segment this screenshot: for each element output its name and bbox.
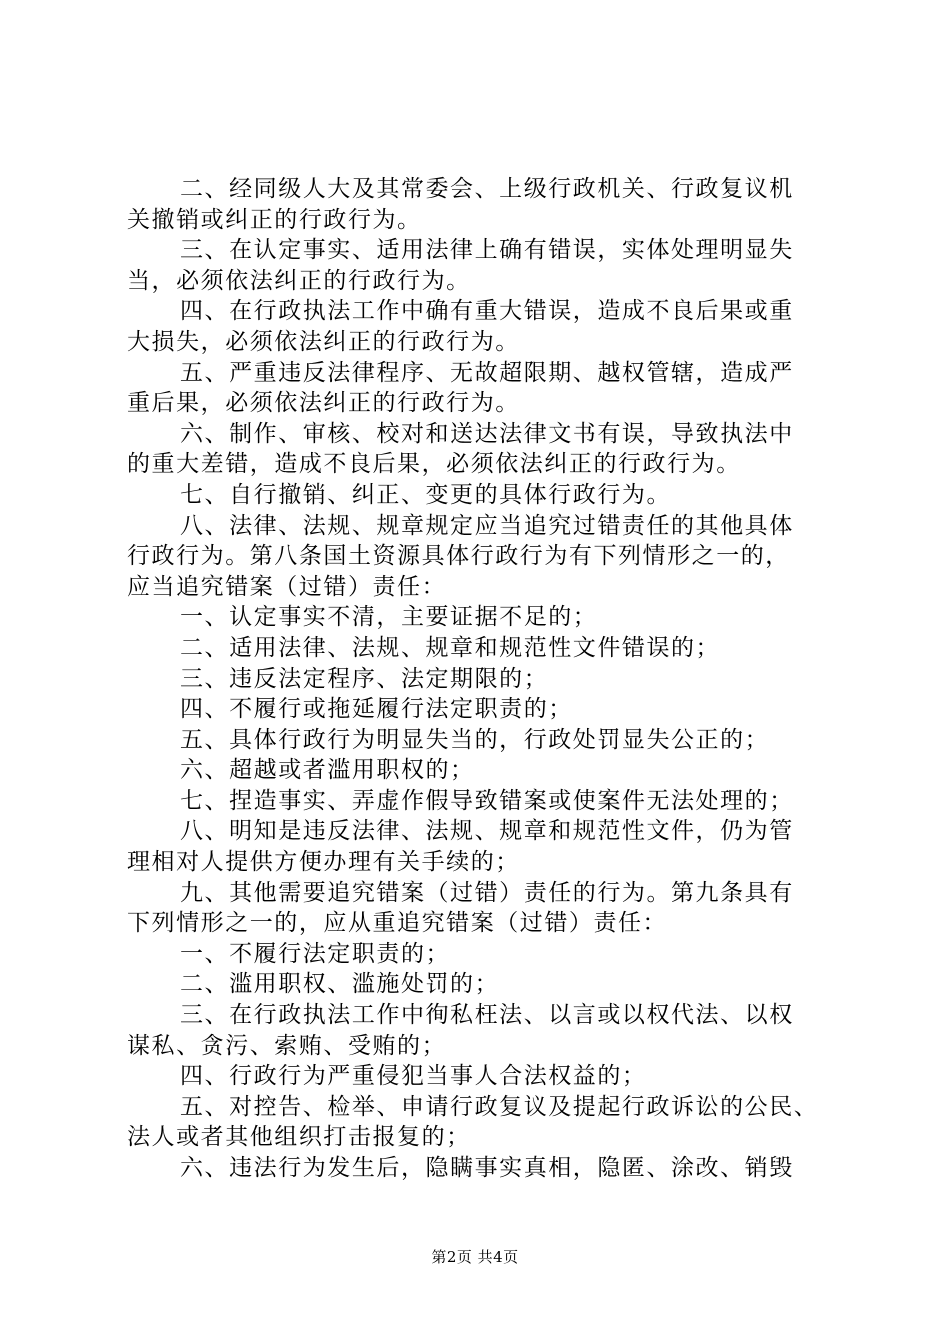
text-line: 二、滥用职权、滥施处罚的； — [180, 971, 500, 998]
text-line: 应当追究错案（过错）责任： — [127, 573, 447, 600]
text-line: 谋私、贪污、索贿、受贿的； — [127, 1032, 447, 1059]
text-line: 六、超越或者滥用职权的； — [180, 757, 475, 784]
text-line: 三、在行政执法工作中徇私枉法、以言或以权代法、以权 — [180, 1002, 794, 1029]
text-line: 一、不履行法定职责的； — [180, 940, 451, 967]
text-line: 六、违法行为发生后，隐瞒事实真相，隐匿、涂改、销毁 — [180, 1155, 794, 1181]
text-line: 一、认定事实不清，主要证据不足的； — [180, 604, 598, 631]
text-line: 四、在行政执法工作中确有重大错误，造成不良后果或重 — [180, 298, 794, 325]
text-line: 五、严重违反法律程序、无故超限期、越权管辖，造成严 — [180, 359, 794, 386]
text-line: 二、经同级人大及其常委会、上级行政机关、行政复议机 — [180, 176, 794, 202]
text-line: 七、捏造事实、弄虚作假导致错案或使案件无法处理的； — [180, 787, 794, 814]
page-footer — [0, 1246, 950, 1267]
text-line: 五、对控告、检举、申请行政复议及提起行政诉讼的公民、 — [180, 1093, 819, 1120]
text-line: 的重大差错，造成不良后果，必须依法纠正的行政行为。 — [127, 451, 741, 478]
text-line: 三、违反法定程序、法定期限的； — [180, 665, 549, 692]
text-line: 二、适用法律、法规、规章和规范性文件错误的； — [180, 634, 721, 661]
text-line: 三、在认定事实、适用法律上确有错误，实体处理明显失 — [180, 237, 794, 264]
text-line: 四、行政行为严重侵犯当事人合法权益的； — [180, 1063, 647, 1090]
text-line: 理相对人提供方便办理有关手续的； — [127, 849, 520, 876]
text-line: 当，必须依法纠正的行政行为。 — [127, 267, 471, 294]
text-line: 七、自行撤销、纠正、变更的具体行政行为。 — [180, 481, 671, 508]
text-line: 下列情形之一的，应从重追究错案（过错）责任： — [127, 910, 668, 937]
text-line: 八、明知是违反法律、法规、规章和规范性文件，仍为管 — [180, 818, 794, 845]
text-line: 五、具体行政行为明显失当的，行政处罚显失公正的； — [180, 726, 770, 753]
text-line: 关撤销或纠正的行政行为。 — [127, 206, 422, 233]
text-line: 四、不履行或拖延履行法定职责的； — [180, 696, 573, 723]
page-number-label: 第2页 共4页 — [431, 1248, 519, 1266]
text-line: 法人或者其他组织打击报复的； — [127, 1124, 471, 1151]
text-line: 大损失，必须依法纠正的行政行为。 — [127, 328, 520, 355]
text-line: 六、制作、审核、校对和送达法律文书有误，导致执法中 — [180, 420, 794, 447]
text-line: 行政行为。第八条国土资源具体行政行为有下列情形之一的， — [127, 543, 790, 570]
document-body — [127, 174, 833, 1184]
text-line: 九、其他需要追究错案（过错）责任的行为。第九条具有 — [180, 879, 794, 906]
text-line: 重后果，必须依法纠正的行政行为。 — [127, 390, 520, 417]
text-line: 八、法律、法规、规章规定应当追究过错责任的其他具体 — [180, 512, 794, 539]
